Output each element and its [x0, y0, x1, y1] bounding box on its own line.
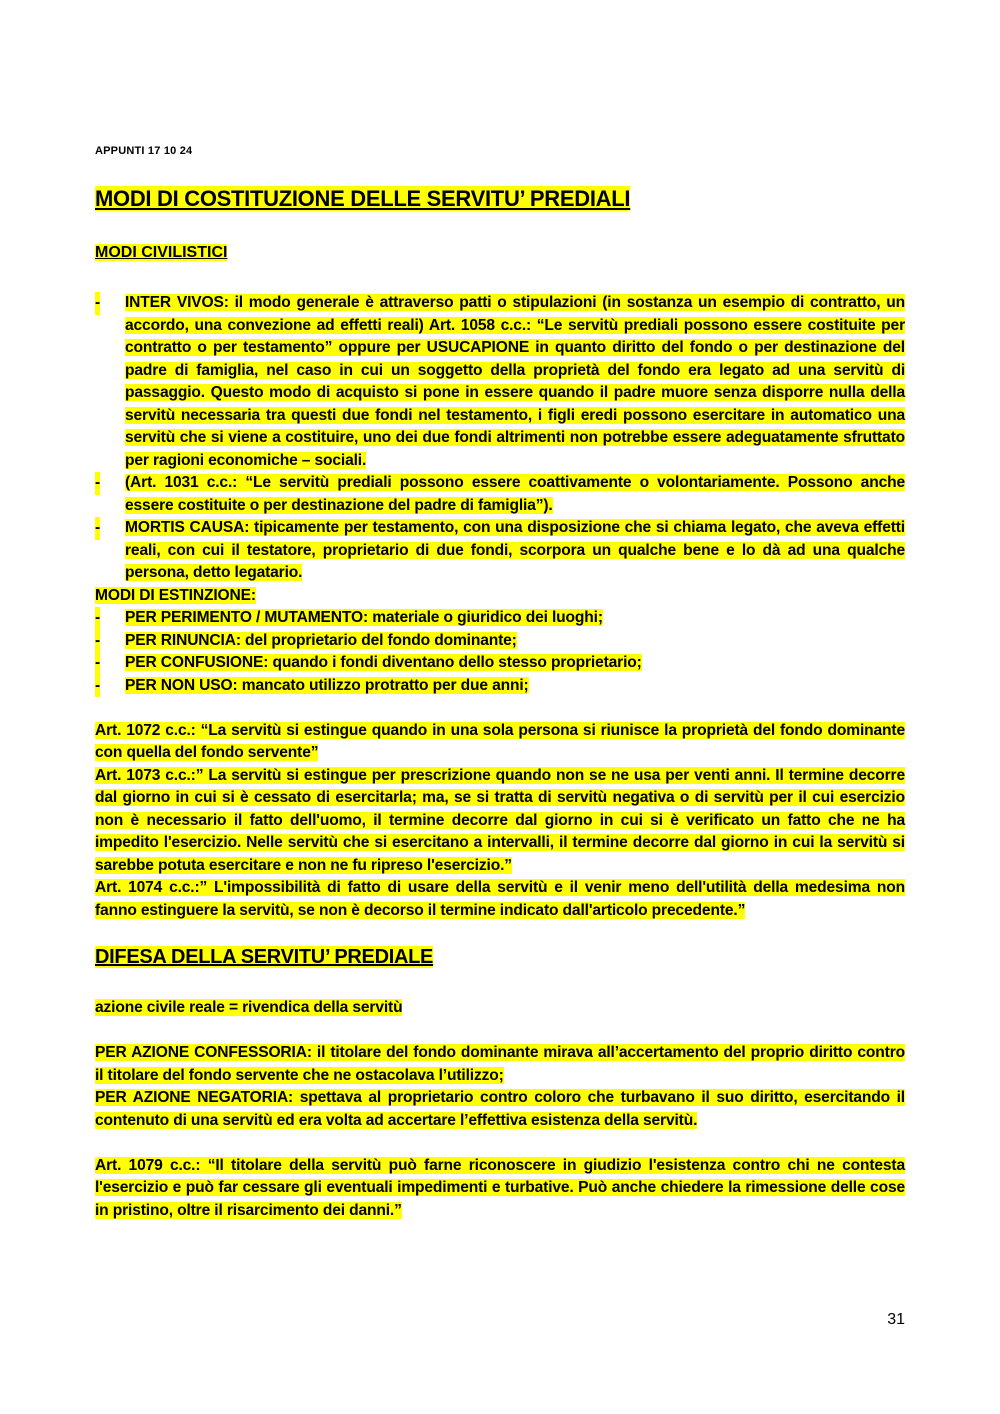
azione-text: PER AZIONE CONFESSORIA: il titolare del fondo dominante mirava all’accertamento del proprio diritto contro il titolare del fondo servente che ne ostacolava l’utilizzo; [95, 1044, 905, 1084]
heading-difesa-text: DIFESA DELLA SERVITU’ PREDIALE [95, 946, 434, 968]
article-paragraph [95, 1155, 905, 1223]
article-text: Art. 1073 c.c.:” La servitù si estingue per prescrizione quando non se ne usa per venti anni. Il termine decorre dal giorno in cui si è cessato di esercitarla; ma, se si tratta di servitù negativa o di servitù per il cui esercizio non è necessario il fatto dell'uomo, il termine decorre dal giorno in cui si è verificato un fatto che ne ha impedito l'esercizio. Nelle servitù che si esercitano a intervalli, il termine decorre dal giorno in cui la servitù si sarebbe potuta esercitare e non ne fu ripreso l'esercizio.” [95, 766, 905, 874]
bullet-dash: - [95, 292, 100, 315]
difesa-intro-text: azione civile reale = rivendica della servitù [95, 999, 403, 1016]
list-item-text: MORTIS CAUSA: tipicamente per testamento, con una disposizione che si chiama legato, che aveva effetti reali, con cui il testatore, proprietario di due fondi, scorpora un qualche bene e lo dà ad una qualche persona, detto legatario. [125, 519, 905, 581]
list-item-text: (Art. 1031 c.c.: “Le servitù prediali possono essere coattivamente o volontariamente. Possono anche essere costituite o per destinazione del padre di famiglia”). [125, 474, 905, 514]
azione-text: PER AZIONE NEGATORIA: spettava al proprietario contro coloro che turbavano il suo diritto, esercitando il contenuto di una servitù ed era volta ad accertare l’effettiva esistenza della servitù. [95, 1089, 905, 1129]
bullet-dash: - [95, 607, 100, 630]
spacer [95, 697, 905, 720]
article-text: Art. 1079 c.c.: “Il titolare della servitù può farne riconoscere in giudizio l'esistenza contro chi ne contesta l'esercizio e può far cessare gli eventuali impedimenti e turbative. Può anche chiedere la rimessione delle cose in pristino, oltre il risarcimento dei danni.” [95, 1156, 905, 1219]
bullet-dash: - [95, 517, 100, 540]
difesa-intro [95, 997, 905, 1020]
spacer [95, 1020, 905, 1043]
azione-paragraph [95, 1087, 905, 1132]
spacer [95, 1132, 905, 1155]
heading-modi-estinzione [95, 585, 905, 608]
article-text: Art. 1074 c.c.:” L'impossibilità di fatto di usare della servitù e il venir meno dell'utilità della medesima non fanno estinguere la servitù, se non è decorso il termine indicato dall'articolo precedente.” [95, 879, 905, 919]
page-title-text: MODI DI COSTITUZIONE DELLE SERVITU’ PREDIALI [95, 186, 631, 211]
bullet-dash: - [95, 675, 100, 698]
list-item-text: PER CONFUSIONE: quando i fondi diventano dello stesso proprietario; [125, 654, 642, 671]
bullet-dash: - [95, 472, 100, 495]
list-item [95, 517, 905, 585]
article-paragraph [95, 720, 905, 765]
heading-modi-estinzione-text: MODI DI ESTINZIONE: [95, 586, 256, 604]
article-text: Art. 1072 c.c.: “La servitù si estingue quando in una sola persona si riunisce la proprietà del fondo dominante con quella del fondo servente” [95, 721, 905, 761]
section-difesa [95, 997, 905, 1222]
bullet-dash: - [95, 652, 100, 675]
list-item [95, 292, 905, 472]
list-item [95, 675, 905, 698]
list-item-text: PER PERIMENTO / MUTAMENTO: materiale o giuridico dei luoghi; [125, 609, 603, 626]
section-modi-civilistici [95, 292, 905, 922]
heading-difesa [95, 946, 433, 969]
bullet-dash: - [95, 630, 100, 653]
list-item [95, 630, 905, 653]
page-number: 31 [887, 1311, 905, 1328]
list-item [95, 652, 905, 675]
article-paragraph [95, 877, 905, 922]
list-item-text: PER RINUNCIA: del proprietario del fondo dominante; [125, 631, 517, 649]
list-item [95, 472, 905, 517]
list-item-text: PER NON USO: mancato utilizzo protratto per due anni; [125, 676, 529, 694]
azione-paragraph [95, 1042, 905, 1087]
heading-modi-civilistici [95, 244, 227, 262]
heading-modi-civilistici-text: MODI CIVILISTICI [95, 244, 228, 261]
list-item [95, 607, 905, 630]
page-title [95, 186, 630, 212]
list-item-text: INTER VIVOS: il modo generale è attraverso patti o stipulazioni (in sostanza un esempio di contratto, un accordo, una convezione ad effetti reali) Art. 1058 c.c.: “Le servitù prediali possono essere costituite per contratto o per testamento” oppure per USUCAPIONE in quanto diritto del fondo o per destinazione del padre di famiglia, nel caso in cui un soggetto della proprietà del fondo era legato ad una servitù di passaggio. Questo modo di acquisto si pone in essere quando il padre muore senza disporre nulla della servitù necessaria tra questi due fondi nel testamento, i figli eredi possono esercitare in automatico una servitù che si viene a costituire, uno dei due fondi altrimenti non potrebbe essere adeguatamente sfruttato per ragioni economiche – sociali. [125, 294, 905, 469]
article-paragraph [95, 765, 905, 878]
header-label: APPUNTI 17 10 24 [95, 145, 193, 157]
